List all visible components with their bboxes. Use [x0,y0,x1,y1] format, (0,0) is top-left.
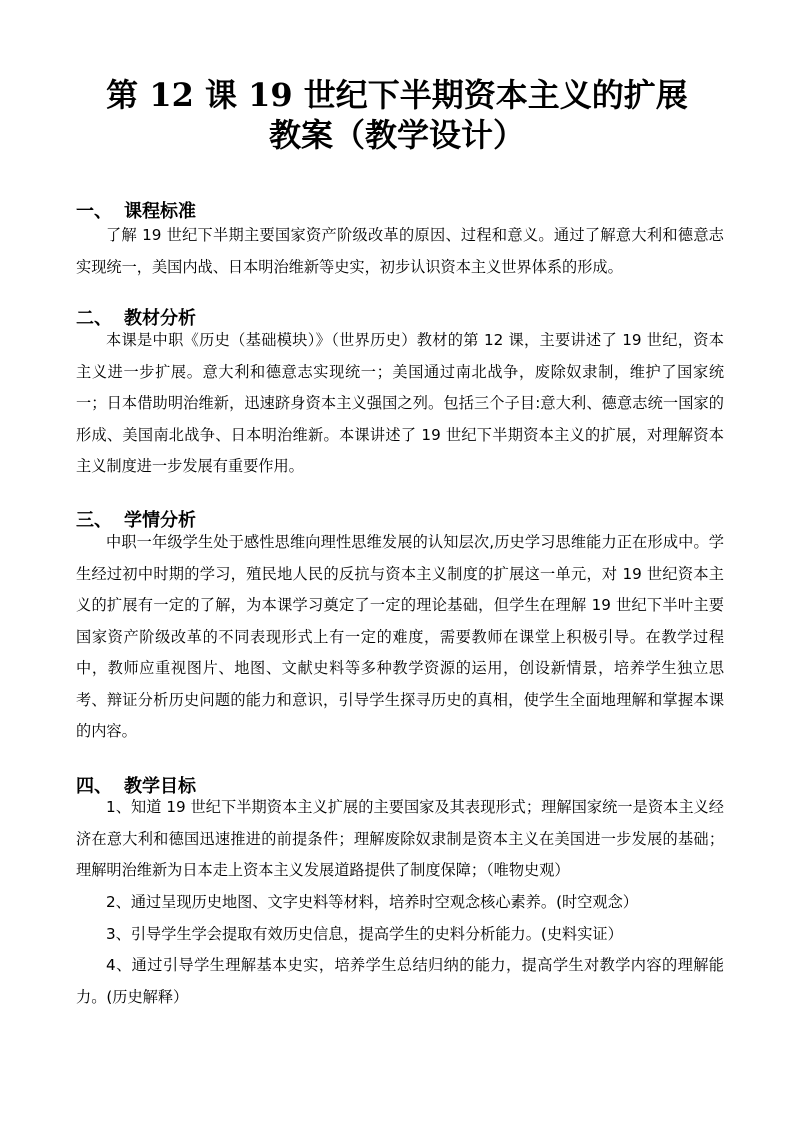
section-number: 二、 [76,308,112,329]
section-title: 学情分析 [124,510,196,531]
objective-item: 1、知道 19 世纪下半期资本主义扩展的主要国家及其表现形式；理解国家统一是资本主义经济在意大利和德国迅速推进的前提条件；理解废除奴隶制是资本主义在美国进一步发展的基础；理解明治维新为日本走上资本主义发展道路提供了制度保障；（唯物史观） [76,798,724,879]
section-paragraph: 本课是中职《历史（基础模块）》（世界历史）教材的第 12 课，主要讲述了 19 世纪，资本主义进一步扩展。意大利和德意志实现统一；美国通过南北战争，废除奴隶制，维护了国家统一；日本借助明治维新，迅速跻身资本主义强国之列。包括三个子目:意大利、德意志统一国家的形成、美国南北战争、日本明治维新。本课讲述了 19 世纪下半期资本主义的扩展，对理解资本主义制度进一步发展有重要作用。 [76,331,724,475]
document-title-line1: 第 12 课 19 世纪下半期资本主义的扩展 [106,76,688,114]
section-number: 一、 [76,201,112,222]
objective-item: 3、引导学生学会提取有效历史信息，提高学生的史料分析能力。(史料实证） [106,925,623,943]
section-title: 课程标准 [124,201,196,222]
section-number: 四、 [76,776,112,797]
section-paragraph: 中职一年级学生处于感性思维向理性思维发展的认知层次,历史学习思维能力正在形成中。学生经过初中时期的学习，殖民地人民的反抗与资本主义制度的扩展这一单元，对 19 世纪资本主义的扩展有一定的了解，为本课学习奠定了一定的理论基础，但学生在理解 19 世纪下半叶主要国家资产阶级改革的不同表现形式上有一定的难度，需要教师在课堂上积极引导。在教学过程中，教师应重视图片、地图、文献史料等多种教学资源的运用，创设新情景，培养学生独立思考、辩证分析历史问题的能力和意识，引导学生探寻历史的真相，使学生全面地理解和掌握本课的内容。 [76,533,724,740]
objective-item: 4、通过引导学生理解基本史实，培养学生总结归纳的能力，提高学生对教学内容的理解能力。(历史解释） [76,956,724,1006]
section-title: 教材分析 [124,308,196,329]
document-title-line2: 教案（教学设计） [268,116,525,154]
objective-item: 2、通过呈现历史地图、文字史料等材料，培养时空观念核心素养。(时空观念） [106,893,638,911]
section-number: 三、 [76,510,112,531]
section-title: 教学目标 [124,776,196,797]
section-paragraph: 了解 19 世纪下半期主要国家资产阶级改革的原因、过程和意义。通过了解意大利和德意志实现统一，美国内战、日本明治维新等史实，初步认识资本主义世界体系的形成。 [76,226,724,276]
